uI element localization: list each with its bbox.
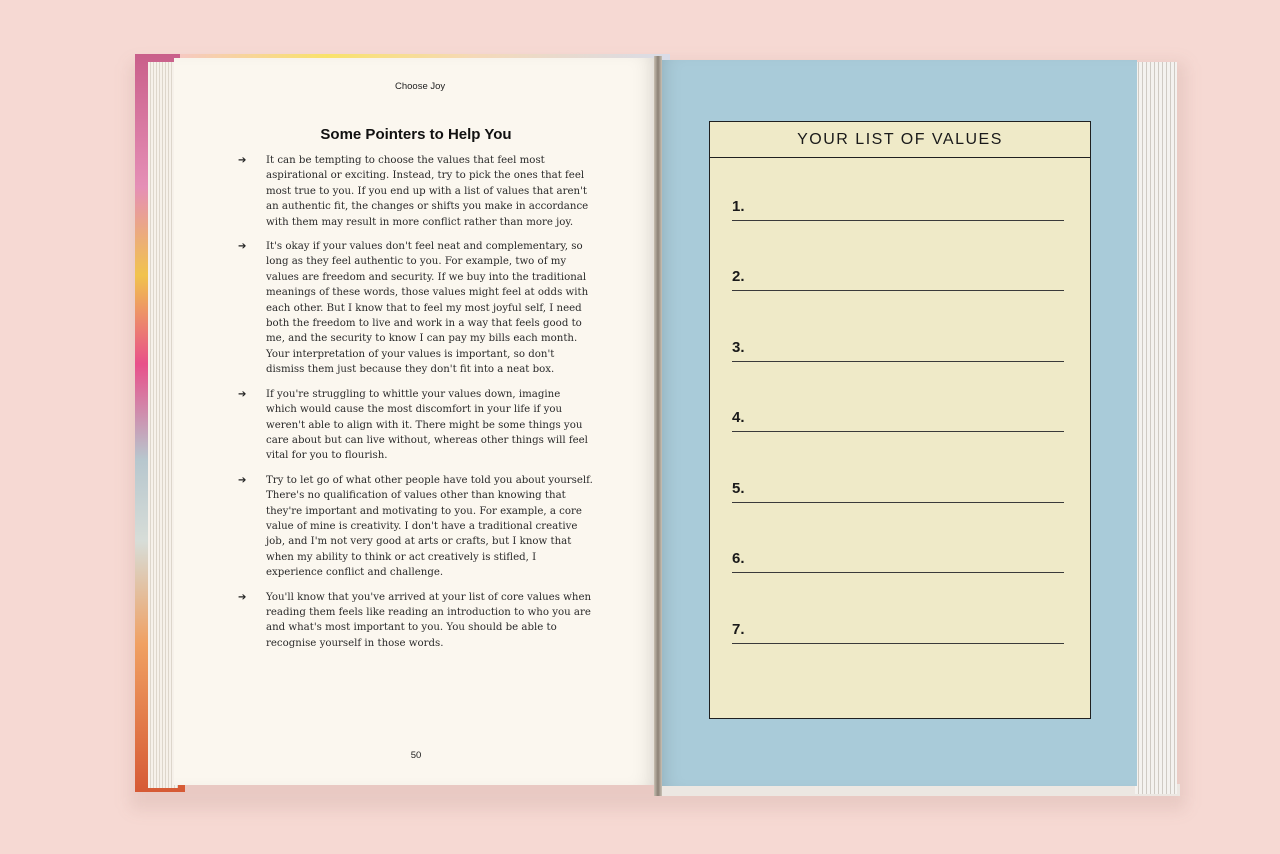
section-title: Some Pointers to Help You	[320, 126, 512, 143]
value-line-3[interactable]	[732, 339, 1064, 362]
pointer-item	[238, 387, 594, 464]
value-line-1[interactable]	[732, 198, 1064, 221]
card-title: YOUR LIST OF VALUES	[710, 122, 1090, 158]
line-number: 5.	[732, 480, 745, 497]
pointer-text: It can be tempting to choose the values that feel most aspirational or exciting. Instead, try to pick the ones that feel most true to you. If you end up with a list of values that aren't an authentic fit, the changes or shifts you make in accordance with them may result in more conflict rather than more joy.	[266, 155, 589, 228]
line-number: 6.	[732, 550, 745, 567]
pointer-item	[238, 153, 594, 230]
arrow-icon: ➔	[238, 388, 247, 400]
pointer-text: If you're struggling to whittle your values down, imagine which would cause the most discomfort in your life if you weren't able to align with it. There might be some things you care about but can live without, whereas other things will feel vital for you to flourish.	[266, 388, 588, 462]
arrow-icon: ➔	[238, 591, 247, 603]
arrow-icon: ➔	[238, 241, 247, 253]
pointer-list	[238, 153, 594, 660]
arrow-icon: ➔	[238, 474, 247, 486]
right-page-stack	[1135, 62, 1177, 794]
value-line-5[interactable]	[732, 480, 1064, 503]
line-number: 7.	[732, 621, 745, 638]
book-gutter	[654, 56, 662, 796]
arrow-icon: ➔	[238, 155, 247, 166]
value-line-6[interactable]	[732, 550, 1064, 573]
pointer-text: Try to let go of what other people have told you about yourself. There's no qualification of values other than knowing that they're important and motivating to you. For example, a core value of mine is creativity. I don't have a traditional creative job, and I'm not very good at arts or crafts, but I know that when my ability to think or act creatively is stifled, I experience conflict and challenge.	[266, 474, 593, 579]
pointer-text: You'll know that you've arrived at your list of core values when reading them feels like reading an introduction to who you are and what's most important to you. You should be able to recognise yourself in those words.	[266, 591, 592, 649]
value-line-7[interactable]	[732, 621, 1064, 644]
page-number: 50	[410, 750, 422, 761]
pointer-item	[238, 239, 594, 378]
value-line-2[interactable]	[732, 268, 1064, 291]
values-card	[709, 121, 1091, 719]
pointer-text: It's okay if your values don't feel neat and complementary, so long as they feel authentic to you. For example, two of my values are freedom and security. If we buy into the traditional meanings of these words, those values might feel at odds with each other. But I know that to feel my most joyful self, I need both the freedom to live and work in a way that feels good to me, and the security to know I can pay my bills each month. Your interpretation of your values is important, so don't dismiss them just because they don't fit into a neat box.	[266, 241, 589, 376]
pointer-item	[238, 590, 594, 652]
line-number: 4.	[732, 409, 745, 426]
line-number: 1.	[732, 198, 745, 215]
running-head: Choose Joy	[395, 81, 446, 92]
pointer-item	[238, 473, 594, 581]
line-number: 3.	[732, 339, 745, 356]
value-line-4[interactable]	[732, 409, 1064, 432]
line-number: 2.	[732, 268, 745, 285]
